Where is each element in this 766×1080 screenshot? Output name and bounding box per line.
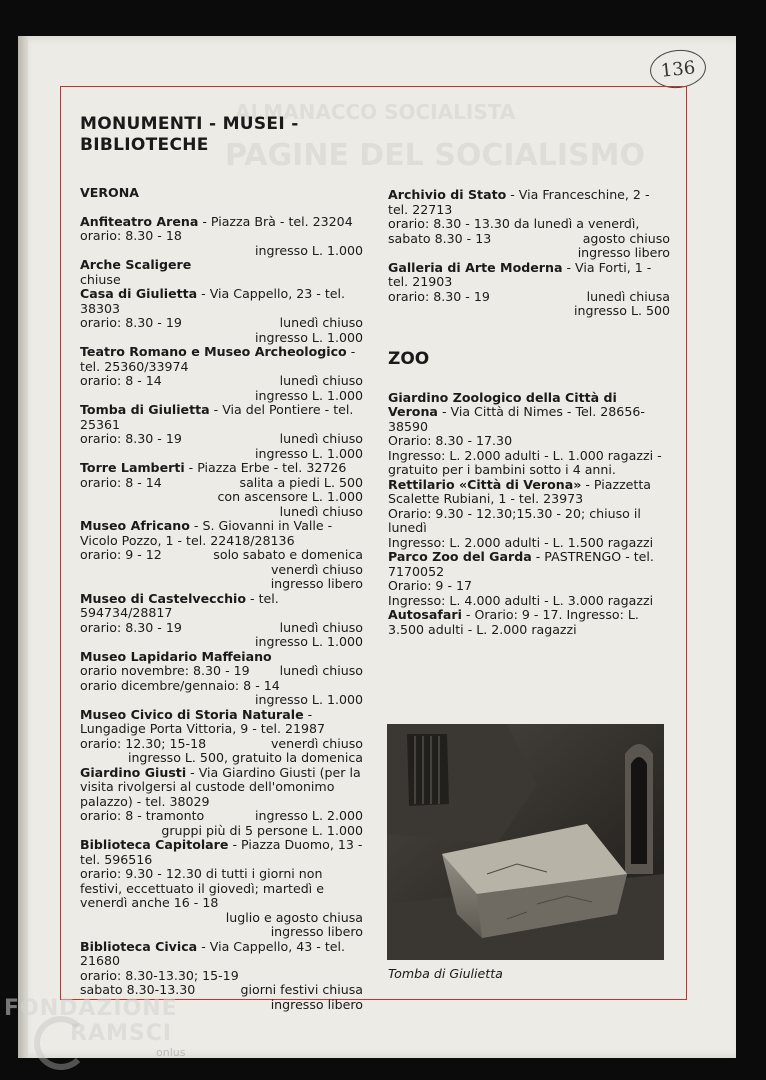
entry-detail-row [80,505,363,520]
entry-name: Museo Civico di Storia Naturale [80,706,304,722]
entry-detail-right: lunedì chiuso [279,619,363,635]
entry-detail-row [80,476,363,491]
city-heading: VERONA [80,185,140,200]
entry-name: Galleria di Arte Moderna [388,259,563,275]
entry-name: Museo Africano [80,518,190,533]
entry-detail-row [80,273,363,288]
listing-entry [80,403,363,461]
entry-detail-left: Ingresso: L. 2.000 adulti - L. 1.000 ragazzi - gratuito per i bambini sotto i 4 anni. [388,447,662,477]
entry-heading [80,940,363,969]
entry-detail-row [388,217,670,232]
entry-heading [80,403,363,432]
entry-detail-right: ingresso L. 1.000 [254,445,363,461]
entry-address: - tel. 25360/33974 [80,344,356,374]
entry-detail-row [80,316,363,331]
entry-detail-row [80,737,363,752]
watermark-line-1: FONDAZIONE [4,996,178,1021]
listing-entry [80,215,363,259]
entry-name: Casa di Giulietta [80,286,198,301]
entry-heading [388,550,670,579]
entry-detail-left: orario: 8 - 14 [80,373,162,388]
entry-detail-row [80,432,363,447]
entry-heading [80,592,363,621]
entry-heading [388,608,670,637]
listing-entry [388,478,670,551]
entry-detail-row [80,635,363,650]
entry-detail-row [80,824,363,839]
listing-entry [388,261,670,319]
entry-detail-left: orario: 8 - 14 [80,474,162,490]
entry-detail-left: orario: 9 - 12 [80,547,162,562]
entry-detail-left: Orario: 9 - 17 [388,578,473,593]
entry-name: Biblioteca Civica [80,938,198,954]
entry-detail-left: chiuse [80,271,121,287]
entry-detail-right: gruppi più di 5 persone L. 1.000 [161,822,363,838]
listing-entry [80,838,363,940]
entry-detail-right: lunedì chiuso [279,663,363,678]
entry-address: - Via Giardino Giusti (per la visita rivolgersi al custode dell'omonimo palazzo) - tel. 38029 [80,764,361,809]
entry-name: Arche Scaligere [80,257,192,272]
entry-detail-left: orario: 12.30; 15-18 [80,735,207,751]
entry-name: Autosafari [388,607,462,622]
entry-name: Museo di Castelvecchio [80,590,247,606]
listing-entry [388,608,670,637]
entry-address: - PASTRENGO - tel. 7170052 [388,549,654,579]
listing-entry [80,345,363,403]
entry-name: Tomba di Giulietta [80,402,210,417]
entry-address: - Via Forti, 1 - tel. 21903 [388,259,652,289]
entry-detail-row [388,290,670,305]
entry-address: - Lungadige Porta Vittoria, 9 - tel. 21987 [80,706,326,736]
listing-entry [80,258,363,287]
bleed-line-2: PAGINE DEL SOCIALISMO [225,138,645,173]
entry-detail-right: solo sabato e domenica [213,547,363,562]
entry-detail-left: Ingresso: L. 2.000 adulti - L. 1.500 ragazzi [388,534,654,550]
entry-detail-right: lunedì chiusa [586,288,670,304]
entry-detail-left: orario: 8.30 - 19 [80,619,182,635]
entry-detail-row [80,969,363,984]
listing-entry [80,650,363,708]
entry-detail-right: venerdì chiuso [270,735,363,751]
fondazione-gramsci-watermark [4,996,204,1076]
bleed-line-1: ALMANACCO SOCIALISTA [235,100,516,124]
entry-name: Museo Lapidario Maffeiano [80,648,272,664]
entry-heading [80,766,363,810]
entry-detail-left: orario: 8 - tramonto [80,808,205,823]
entry-address: - Piazza Brà - tel. 23204 [198,213,353,229]
zoo-heading: ZOO [388,348,430,369]
entry-address: - Via Città di Nimes - Tel. 28656-38590 [388,404,645,434]
entry-detail-right: ingresso L. 1.000 [254,692,363,707]
photo-caption: Tomba di Giulietta [388,966,503,981]
entry-heading [80,519,363,548]
title-line-1: MONUMENTI - MUSEI - [80,114,299,134]
entry-heading [80,287,363,316]
listing-entry [388,550,670,608]
entry-name: Giardino Zoologico della Città di Verona [388,389,617,419]
entry-detail-left: orario: 8.30 - 19 [80,431,182,446]
entry-heading [80,650,363,665]
entry-detail-left: orario: 8.30-13.30; 15-19 [80,967,239,983]
watermark-onlus: onlus [156,1046,186,1059]
entry-detail-row [80,664,363,679]
entry-detail-row [388,232,670,247]
tomb-photo [387,724,664,960]
entry-detail-left: orario: 9.30 - 12.30 di tutti i giorni non festivi, eccettuato il giovedì; martedì e venerdì anche 16 - 18 [80,866,324,910]
entry-detail-row [80,490,363,505]
tomb-photo-illustration [387,724,664,960]
entry-heading [80,215,363,230]
entry-detail-left: sabato 8.30 - 13 [388,230,492,246]
entry-detail-right: ingresso L. 500, gratuito la domenica [127,750,363,765]
entry-heading [388,478,670,507]
entry-heading [80,345,363,374]
watermark-line-2: RAMSCI [70,1021,173,1046]
entry-detail-right: ingresso libero [270,924,363,939]
entry-detail-left: orario: 8.30 - 19 [388,288,490,304]
entry-detail-left: orario: 8.30 - 18 [80,228,182,243]
entry-detail-right: ingresso L. 1.000 [254,242,363,258]
entry-detail-left: Orario: 9.30 - 12.30;15.30 - 20; chiuso il lunedì [388,505,641,535]
entry-address: - Piazza Erbe - tel. 32726 [184,460,347,475]
listing-entry [80,461,363,519]
entry-detail-row [388,449,670,478]
entry-address: - S. Giovanni in Valle - Vicolo Pozzo, 1 - tel. 22418/28136 [80,518,333,548]
entry-heading [388,391,670,435]
page-binding-edge [18,36,28,1058]
watermark-g-logo-icon [34,1016,88,1070]
listing-entry [388,391,670,478]
listing-entry [80,519,363,592]
entry-detail-row [80,374,363,389]
entry-name: Parco Zoo del Garda [388,549,532,564]
entry-detail-right: ingresso L. 2.000 [254,808,363,823]
page-number-stamp: 136 [648,47,708,91]
entry-detail-right: luglio e agosto chiusa [225,909,363,925]
title-line-2: BIBLIOTECHE [80,135,209,155]
entry-detail-row [80,621,363,636]
entry-detail-left: Orario: 8.30 - 17.30 [388,433,513,448]
entry-detail-right: ingresso libero [270,996,363,1012]
entry-detail-row [80,809,363,824]
right-entry-list [388,188,670,319]
entry-address: - Piazzetta Scalette Rubiani, 1 - tel. 23973 [388,476,652,506]
entry-name: Teatro Romano e Museo Archeologico [80,344,347,359]
entry-detail-row [80,331,363,346]
entry-detail-left: orario: 8.30 - 13.30 da lunedì a venerdì, [388,216,640,231]
right-column [388,188,670,637]
entry-detail-right: ingresso L. 500 [573,303,670,318]
entry-heading [80,708,363,737]
entry-detail-row [80,229,363,244]
entry-address: - tel. 594734/28817 [80,590,279,620]
entry-detail-row [388,304,670,319]
listing-entry [80,592,363,650]
entry-detail-row [80,693,363,708]
entry-detail-row [80,577,363,592]
entry-detail-row [80,447,363,462]
entry-detail-right: giorni festivi chiusa [240,982,363,997]
entry-detail-row [80,548,363,563]
entry-detail-left: sabato 8.30-13.30 [80,982,196,997]
entry-detail-right: ingresso L. 1.000 [254,634,363,649]
entry-detail-right: lunedì chiuso [279,503,363,519]
entry-detail-left: Ingresso: L. 4.000 adulti - L. 3.000 ragazzi [388,592,654,608]
entry-heading [80,838,363,867]
entry-detail-row [388,594,670,609]
entry-detail-row [80,244,363,259]
entry-detail-row [388,434,670,449]
entry-detail-left: orario novembre: 8.30 - 19 [80,663,250,678]
listing-entry [80,287,363,345]
entry-name: Rettilario «Città di Verona» [388,476,582,492]
entry-name: Giardino Giusti [80,764,187,780]
entry-detail-row [80,389,363,404]
left-entry-list [80,215,363,1013]
entry-detail-row [80,751,363,766]
page-title [80,114,363,156]
entry-detail-row [80,867,363,911]
entry-detail-row [80,679,363,694]
entry-name: Torre Lamberti [80,460,185,475]
entry-detail-right: ingresso libero [270,576,363,591]
entry-detail-right: lunedì chiuso [279,315,363,330]
left-column [80,114,363,1012]
entry-detail-right: ingresso L. 1.000 [254,329,363,345]
entry-heading [388,188,670,217]
entry-detail-row [80,925,363,940]
entry-detail-left: orario dicembre/gennaio: 8 - 14 [80,677,280,693]
listing-entry [80,766,363,839]
entry-detail-right: venerdì chiuso [270,561,363,577]
entry-detail-right: lunedì chiuso [279,431,363,446]
entry-address: - Orario: 9 - 17. Ingresso: L. 3.500 adulti - L. 2.000 ragazzi [388,607,639,637]
entry-detail-row [388,246,670,261]
entry-detail-row [388,579,670,594]
entry-heading [388,261,670,290]
entry-detail-right: ingresso libero [577,245,670,260]
entry-detail-right: agosto chiuso [582,230,670,246]
entry-detail-left: orario: 8.30 - 19 [80,315,182,330]
entry-detail-row [388,536,670,551]
entry-name: Anfiteatro Arena [80,213,199,229]
entry-detail-row [80,911,363,926]
entry-address: - Via Cappello, 23 - tel. 38303 [80,286,346,316]
listing-entry [80,708,363,766]
entry-heading [80,461,363,476]
zoo-entry-list [388,391,670,638]
entry-address: - Via Cappello, 43 - tel. 21680 [80,938,346,968]
entry-heading [80,258,363,273]
entry-name: Biblioteca Capitolare [80,837,229,852]
entry-detail-row [80,563,363,578]
entry-detail-row [388,507,670,536]
entry-detail-right: ingresso L. 1.000 [254,387,363,403]
entry-detail-right: con ascensore L. 1.000 [217,489,363,504]
entry-detail-right: salita a piedi L. 500 [239,474,363,490]
entry-name: Archivio di Stato [388,187,507,202]
listing-entry [388,188,670,261]
entry-address: - Piazza Duomo, 13 - tel. 596516 [80,837,363,867]
entry-detail-right: lunedì chiuso [279,373,363,388]
entry-address: - Via Franceschine, 2 - tel. 22713 [388,187,650,217]
entry-address: - Via del Pontiere - tel. 25361 [80,402,354,432]
